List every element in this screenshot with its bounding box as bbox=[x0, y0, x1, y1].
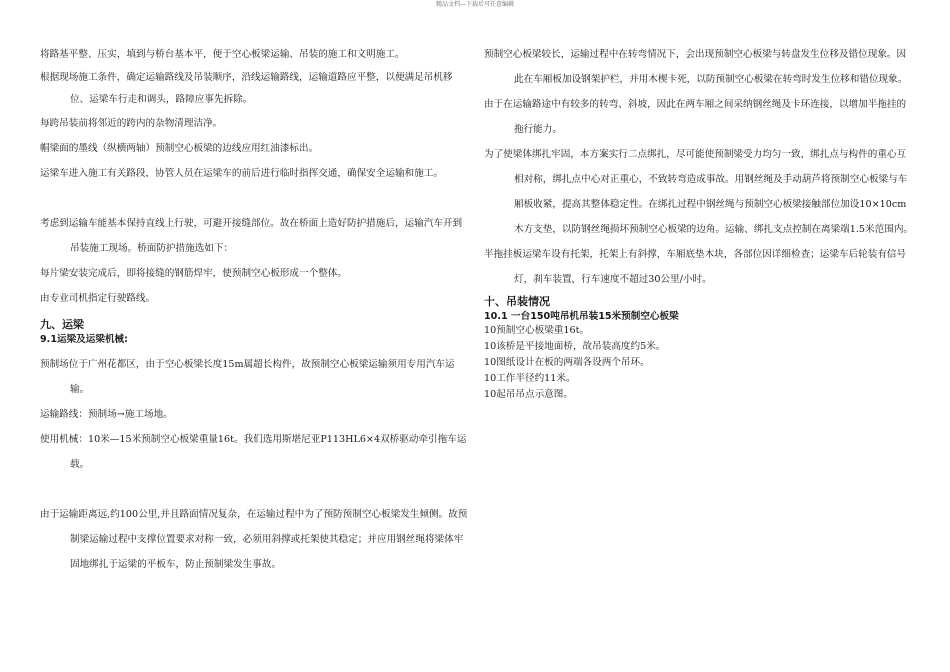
paragraph: 运梁车进入施工有关路段，协管人员在运梁车的前后进行临时指挥交通，确保安全运输和施工。 bbox=[40, 168, 443, 179]
subsection-heading: 9.1运梁及运梁机械: bbox=[40, 334, 128, 345]
list-item: 10起吊吊点示意图。 bbox=[484, 389, 573, 400]
paragraph: 使用机械：10米—15米预制空心板梁重量16t。我们选用斯堪尼亚P113HL6×4双桥驱动牵引拖车运载。 bbox=[40, 434, 467, 470]
right-column bbox=[484, 42, 914, 403]
paragraph: 由专业司机指定行驶路线。 bbox=[40, 293, 156, 304]
left-column bbox=[40, 42, 470, 577]
paragraph: 由于在运输路途中有较多的转弯、斜坡，因此在两车厢之间采纳钢丝绳及卡环连接，以增加半拖挂的拖行能力。 bbox=[484, 99, 907, 135]
paragraph: 由于运输距离远,约100公里,并且路面情况复杂，在运输过程中为了预防预制空心板梁发生倾侧。故预制梁运输过程中支撑位置要求对称一致，必须用斜撑或托架使其稳定；并应用钢丝绳将梁体牢固地绑扎于运梁的平板车，防止预制梁发生事故。 bbox=[40, 509, 468, 570]
section-heading: 九、运梁 bbox=[40, 318, 84, 331]
paragraph: 根据现场施工条件，确定运输路线及吊装顺序，沿线运输路线，运输道路应平整，以便满足吊机移位、运梁车行走和调头，路障应事先拆除。 bbox=[40, 72, 453, 105]
paragraph: 运输路线：预制场→施工场地。 bbox=[40, 409, 173, 420]
paragraph: 半拖挂板运梁车设有托架，托架上有斜撑，车厢底垫木块，各部位因详细检查；运梁车后轮装有信号灯，刹车装置，行车速度不超过30公里/小时。 bbox=[484, 249, 907, 285]
list-item: 10图纸设计在板的两端各设两个吊环。 bbox=[484, 357, 650, 368]
subsection-heading: 10.1 一台150吨吊机吊装15米预制空心板梁 bbox=[484, 311, 679, 322]
paragraph: 每跨吊装前将邻近的跨内的杂物清理洁净。 bbox=[40, 118, 223, 129]
list-item: 10该桥是平接地面桥，故吊装高度约5米。 bbox=[484, 341, 666, 352]
section-heading: 十、吊装情况 bbox=[484, 295, 550, 308]
paragraph: 每片梁安装完成后，即将接缝的钢筋焊牢，使预制空心板形成一个整体。 bbox=[40, 268, 347, 279]
paragraph: 将路基平整、压实，填到与桥台基本平，便于空心板梁运输、吊装的施工和文明施工。 bbox=[40, 49, 405, 60]
list-item: 10工作半径约11米。 bbox=[484, 373, 576, 384]
list-item: 10预制空心板梁重16t。 bbox=[484, 325, 590, 336]
paragraph: 为了使梁体绑扎牢固，本方案实行二点绑扎，尽可能使预制梁受力均匀一致，绑扎点与构件的重心互相对称，绑扎点中心对正重心，不致转弯造成事故。用钢丝绳及手动葫芦将预制空心板梁与车厢板收紧，提高其整体稳定性。在绑扎过程中钢丝绳与预制空心板梁接触部位加设10×10cm木方支垫，以防钢丝绳损坏预制空心板梁的边角。运输、绑扎支点控制在离梁端1.5米范围内。 bbox=[484, 149, 914, 235]
paragraph: 预制场位于广州花都区，由于空心板梁长度15m属超长构件，故预制空心板梁运输须用专用汽车运输。 bbox=[40, 359, 455, 395]
page-header: 精品文档---下载后可任意编辑 bbox=[435, 1, 515, 8]
paragraph: 考虑到运输车能基本保持直线上行驶，可避开接缝部位。故在桥面上造好防护措施后，运输汽车开到吊装施工现场。桥面防护措施选如下： bbox=[40, 218, 463, 254]
paragraph: 预制空心板梁较长，运输过程中在转弯情况下，会出现预制空心板梁与转盘发生位移及错位现象。因此在车厢板加设钢架护栏，并用木楔卡死，以防预制空心板梁在转弯时发生位移和错位现象。 bbox=[484, 49, 908, 85]
paragraph: 帽梁面的墨线（纵横两轴）预制空心板梁的边线应用红油漆标出。 bbox=[40, 143, 319, 154]
